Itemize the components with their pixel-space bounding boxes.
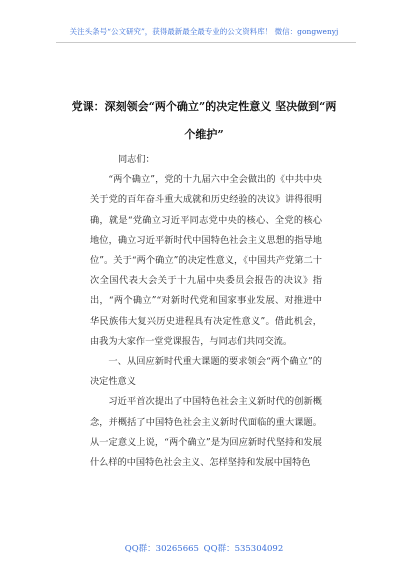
salutation: 同志们： bbox=[118, 154, 155, 165]
document-body bbox=[90, 150, 322, 473]
document-title-line-2: 个维护” bbox=[184, 128, 224, 141]
header-divider bbox=[56, 42, 356, 43]
body-paragraph: 习近平首次提出了中国特色社会主义新时代的创新概念，并概括了中国特色社会主义新时代面临的重大课题。从一定意义上说，“两个确立”是为回应新时代坚持和发展什么样的中国特色社会主义、怎样坚持和发展中国特色 bbox=[90, 396, 322, 469]
header-promo-text: 关注头条号“公文研究”，获得最新最全最专业的公文资料库！ 微信：gongwenyj bbox=[69, 27, 339, 36]
footer-qq-groups: QQ群：30265665 QQ群：535304092 bbox=[124, 544, 284, 554]
document-title-line-1: 党课：深刻领会“两个确立”的决定性意义 坚决做到“两 bbox=[71, 100, 337, 113]
body-paragraph: “两个确立”，党的十九届六中全会做出的《中共中央关于党的百年奋斗重大成就和历史经验的决议》讲得很明确，就是“党确立习近平同志党中央的核心、全党的核心地位，确立习近平新时代中国特色社会主义思想的指导地位”。关于“两个确立”的决定性意义，《中国共产党第二十次全国代表大会关于十九届中央委员会报告的决议》指出，“两个确立”“对新时代党和国家事业发展、对推进中华民族伟大复兴历史进程具有决定性意义”。借此机会，由我为大家作一堂党课报告，与同志们共同交流。 bbox=[90, 174, 322, 347]
section-heading: 一、从回应新时代重大课题的要求领会“两个确立”的决定性意义 bbox=[90, 356, 322, 388]
